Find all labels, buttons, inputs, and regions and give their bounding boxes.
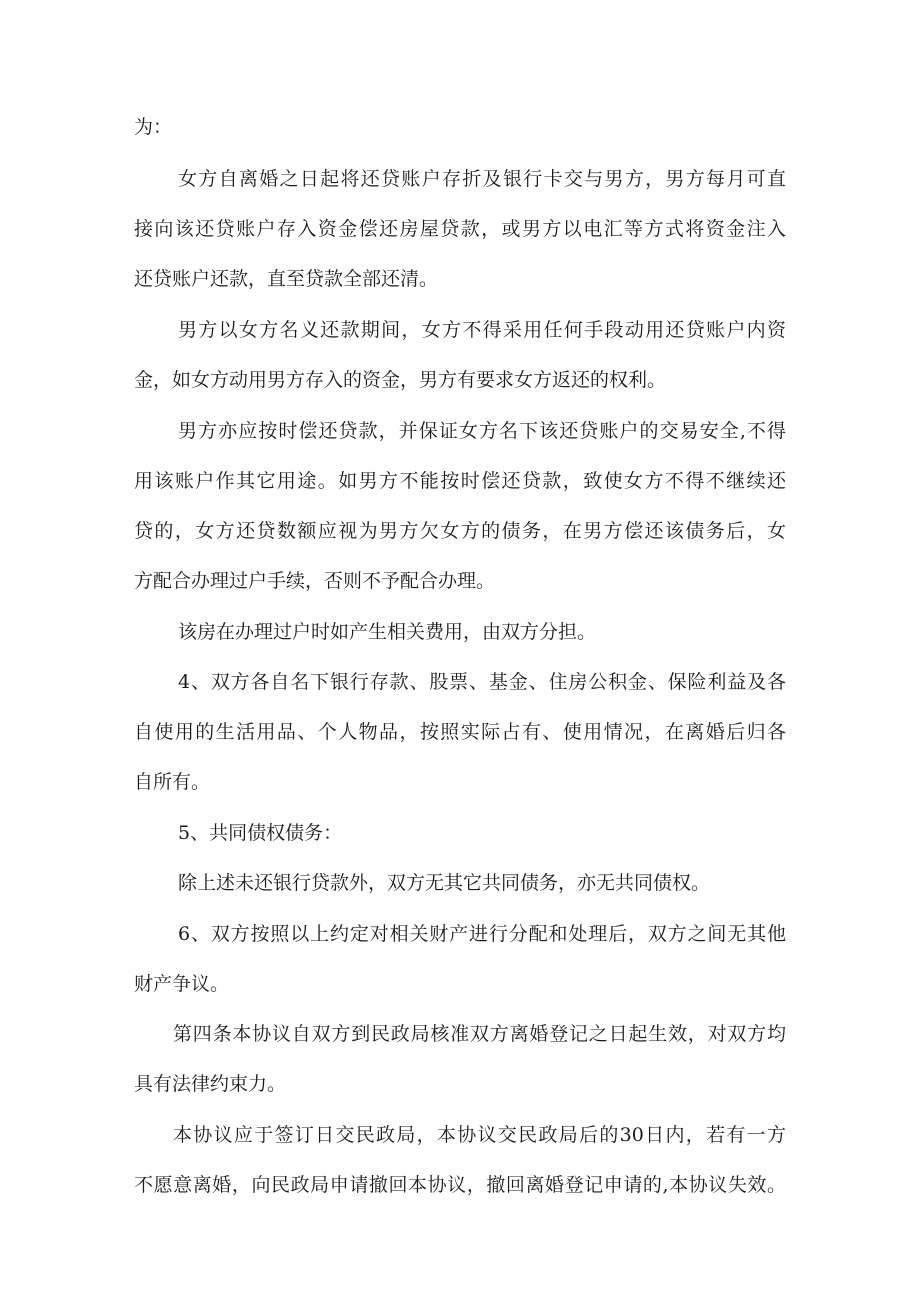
text-line: 第四条本协议自双方到民政局核准双方离婚登记之日起生效，对双方均 bbox=[173, 1023, 786, 1045]
text-line: 财产争议。 bbox=[134, 973, 230, 995]
text-line: 为： bbox=[134, 116, 173, 138]
text-line: 自所有。 bbox=[134, 771, 211, 793]
text-line: 具有法律约束力。 bbox=[134, 1073, 287, 1095]
text-line: 6、双方按照以上约定对相关财产进行分配和处理后，双方之间无其他 bbox=[178, 923, 786, 945]
text-line: 该房在办理过户时如产生相关费用，由双方分担。 bbox=[178, 621, 597, 643]
text-line: 5、共同债权债务： bbox=[178, 822, 343, 844]
text-line: 贷的，女方还贷数额应视为男方欠女方的债务，在男方偿还该债务后，女 bbox=[134, 520, 786, 542]
text-line: 接向该还贷账户存入资金偿还房屋贷款，或男方以电汇等方式将资金注入 bbox=[134, 218, 786, 240]
text-line: 除上述未还银行贷款外，双方无其它共同债务，亦无共同债权。 bbox=[178, 872, 711, 894]
text-line: 方配合办理过户手续，否则不予配合办理。 bbox=[134, 570, 496, 592]
text-line: 不愿意离婚，向民政局申请撤回本协议，撤回离婚登记申请的,本协议失效。 bbox=[134, 1174, 786, 1196]
text-line: 用该账户作其它用途。如男方不能按时偿还贷款，致使女方不得不继续还 bbox=[134, 470, 786, 492]
text-line: 还贷账户还款，直至贷款全部还清。 bbox=[134, 268, 439, 290]
text-line: 男方亦应按时偿还贷款，并保证女方名下该还贷账户的交易安全,不得 bbox=[178, 420, 786, 442]
text-line: 女方自离婚之日起将还贷账户存折及银行卡交与男方，男方每月可直 bbox=[178, 168, 786, 190]
text-line: 本协议应于签订日交民政局，本协议交民政局后的30日内，若有一方 bbox=[173, 1124, 786, 1146]
text-line: 男方以女方名义还款期间，女方不得采用任何手段动用还贷账户内资 bbox=[178, 319, 786, 341]
text-line: 自使用的生活用品、个人物品，按照实际占有、使用情况，在离婚后归各 bbox=[134, 721, 786, 743]
text-line: 4、双方各自名下银行存款、股票、基金、住房公积金、保险利益及各 bbox=[178, 671, 786, 693]
text-line: 金，如女方动用男方存入的资金，男方有要求女方返还的权利。 bbox=[134, 369, 667, 391]
